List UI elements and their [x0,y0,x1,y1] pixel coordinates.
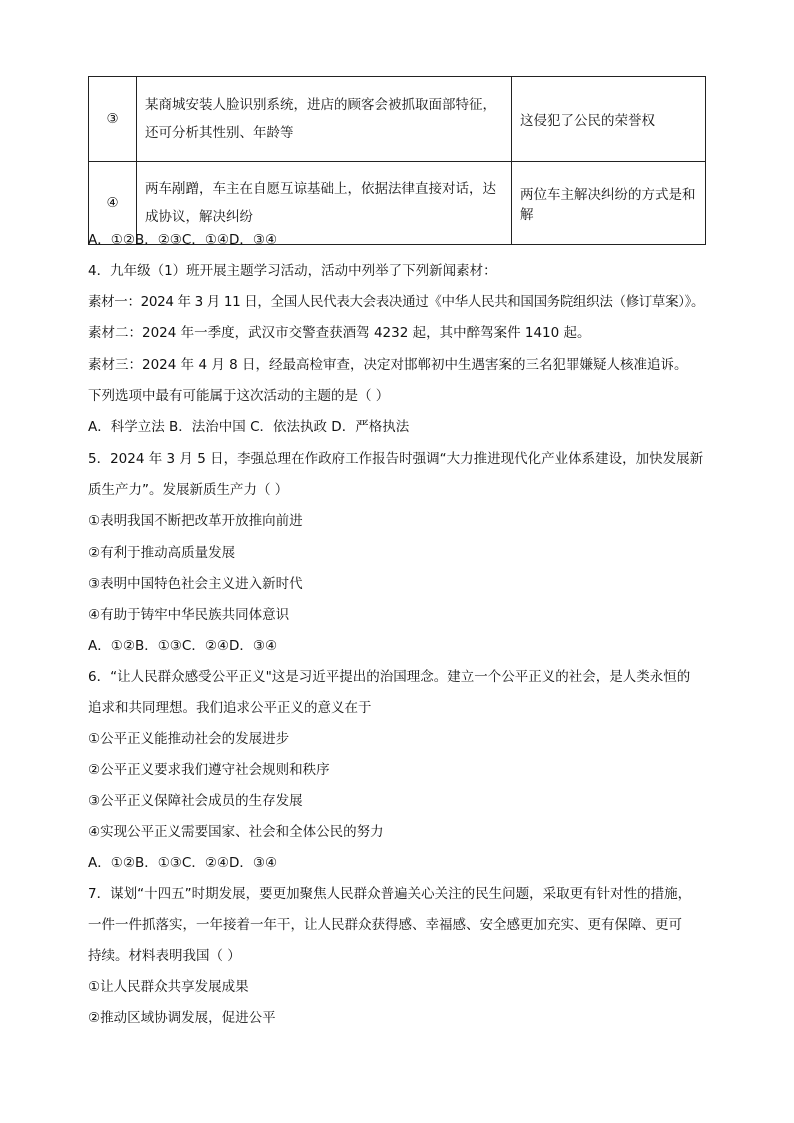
row-material: 两车剐蹭，车主在自愿互谅基础上，依据法律直接对话，达成协议，解决纠纷 [137,162,512,245]
row-number: ③ [89,77,137,162]
table-row [89,77,706,162]
q4-material-3: 素材三：2024 年 4 月 8 日，经最高检审查，决定对邯郸初中生遇害案的三名犯罪嫌疑人核准追诉。 [88,357,688,373]
q7-stem-line-3: 持续。材料表明我国（ ） [88,948,241,964]
q6-stem-line-2: 追求和共同理想。我们追求公平正义的意义在于 [88,700,372,716]
q5-option-4: ④有助于铸牢中华民族共同体意识 [88,607,290,623]
q6-stem-line-1: 6．“让人民群众感受公平正义"这是习近平提出的治国理念。建立一个公平正义的社会，是人类永恒的 [88,669,691,685]
q6-option-1: ①公平正义能推动社会的发展进步 [88,731,290,747]
q6-option-2: ②公平正义要求我们遵守社会规则和秩序 [88,762,330,778]
q5-stem-line-2: 质生产力”。发展新质生产力（ ） [88,482,289,498]
row-analysis: 这侵犯了公民的荣誉权 [512,77,706,162]
q5-stem-line-1: 5．2024 年 3 月 5 日，李强总理在作政府工作报告时强调“大力推进现代化产业体系建设，加快发展新 [88,451,704,467]
q5-option-1: ①表明我国不断把改革开放推向前进 [88,513,303,529]
q5-option-2: ②有利于推动高质量发展 [88,545,236,561]
q4-material-2: 素材二：2024 年一季度，武汉市交警查获酒驾 4232 起，其中醉驾案件 1410 起。 [88,325,591,341]
q7-option-2: ②推动区域协调发展，促进公平 [88,1010,276,1026]
row-number: ④ [89,162,137,245]
q4-stem: 4．九年级（1）班开展主题学习活动，活动中列举了下列新闻素材： [88,263,497,279]
q6-choices: A．①②B．①③C．②④D．③④ [88,855,278,871]
q4-question: 下列选项中最有可能属于这次活动的主题的是（ ） [88,388,390,404]
q7-option-1: ①让人民群众共享发展成果 [88,979,249,995]
q3-choices: A．①②B．②③C．①④D．③④ [88,232,278,248]
q4-choices: A．科学立法 B．法治中国 C．依法执政 D．严格执法 [88,419,410,435]
q5-choices: A．①②B．①③C．②④D．③④ [88,638,278,654]
row-analysis: 两位车主解决纠纷的方式是和解 [512,162,706,245]
q6-option-4: ④实现公平正义需要国家、社会和全体公民的努力 [88,824,384,840]
option-analysis-table [88,76,706,245]
q4-material-1: 素材一：2024 年 3 月 11 日，全国人民代表大会表决通过《中华人民共和国国务院组织法（修订草案）》。 [88,294,705,310]
q6-option-3: ③公平正义保障社会成员的生存发展 [88,793,303,809]
row-material: 某商城安装人脸识别系统，进店的顾客会被抓取面部特征，还可分析其性别、年龄等 [137,77,512,162]
q7-stem-line-1: 7．谋划“十四五”时期发展，要更加聚焦人民群众普遍关心关注的民生问题，采取更有针对性的措施， [88,886,692,902]
q5-option-3: ③表明中国特色社会主义进入新时代 [88,576,303,592]
q7-stem-line-2: 一件一件抓落实，一年接着一年干，让人民群众获得感、幸福感、安全感更加充实、更有保障、更可 [88,917,682,933]
